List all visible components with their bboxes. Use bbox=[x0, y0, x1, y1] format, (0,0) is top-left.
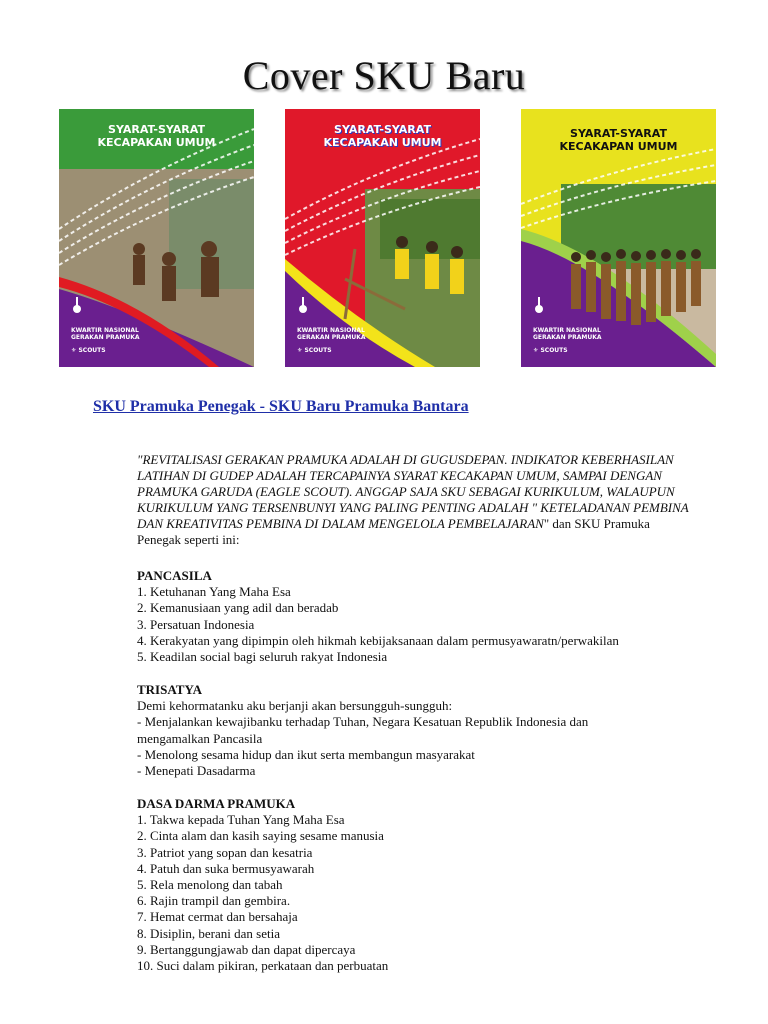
cover-org-line1: KWARTIR NASIONAL bbox=[297, 327, 365, 334]
sku-penegak-link[interactable]: SKU Pramuka Penegak - SKU Baru Pramuka Bantara bbox=[93, 398, 469, 415]
pancasila-heading: PANCASILA bbox=[137, 568, 212, 583]
list-item: 6. Rajin trampil dan gembira. bbox=[137, 893, 291, 909]
list-item: 9. Bertanggungjawab dan dapat dipercaya bbox=[137, 941, 356, 957]
cover-image-yellow bbox=[521, 109, 716, 367]
cover-org-line2: GERAKAN PRAMUKA bbox=[297, 334, 366, 341]
list-item: 3. Persatuan Indonesia bbox=[137, 616, 255, 632]
cover-title-line1: SYARAT-SYARAT bbox=[570, 127, 667, 140]
cover-title-line2: KECAKAPAN UMUM bbox=[559, 140, 678, 153]
list-item: 1. Ketuhanan Yang Maha Esa bbox=[137, 584, 291, 600]
cover-org-line2: GERAKAN PRAMUKA bbox=[71, 334, 140, 341]
quote-text: "REVITALISASI GERAKAN PRAMUKA ADALAH DI GUGUSDEPAN. INDIKATOR KEBERHASILAN LATIHAN DI GUDEP ADALAH TERCAPAINYA SYARAT KECAKAPAN UMUM, SAMPAI DENGAN PRAMUKA GARUDA (EAGLE SCOUT). ANGGAP SAJA SKU SEBAGAI KURIKULUM, WALAUPUN KURIKULUM YANG TERSENBUNYI YANG PALING PENTING ADALAH " KETELADANAN PEMBINA DAN KREATIVITAS PEMBINA DI DALAM MENGELOLA PEMBELAJARAN bbox=[137, 452, 689, 531]
list-item: 8. Disiplin, berani dan setia bbox=[137, 925, 280, 941]
list-item: - Menjalankan kewajibanku terhadap Tuhan, Negara Kesatuan Republik Indonesia dan bbox=[137, 714, 589, 730]
list-item: 5. Rela menolong dan tabah bbox=[137, 877, 283, 893]
scouts-logo: ⚜ SCOUTS bbox=[297, 347, 332, 354]
list-item: 10. Suci dalam pikiran, perkataan dan perbuatan bbox=[137, 958, 389, 974]
scouts-logo: ⚜ SCOUTS bbox=[71, 347, 106, 354]
cover-title-line1: SYARAT-SYARAT bbox=[108, 123, 205, 136]
quote-tail: " dan SKU Pramuka Penegak seperti ini: bbox=[137, 516, 650, 547]
cover-image-green bbox=[59, 109, 254, 367]
cover-org-line1: KWARTIR NASIONAL bbox=[71, 327, 139, 334]
cover-title-line1: SYARAT-SYARAT bbox=[334, 123, 431, 136]
list-item: 5. Keadilan social bagi seluruh rakyat Indonesia bbox=[137, 649, 388, 665]
scouts-logo: ⚜ SCOUTS bbox=[533, 347, 568, 354]
page-title: Cover SKU Baru bbox=[242, 53, 526, 98]
dasa-darma-heading: DASA DARMA PRAMUKA bbox=[137, 796, 296, 811]
list-item: 4. Kerakyatan yang dipimpin oleh hikmah kebijaksanaan dalam permusyawaratn/perwakilan bbox=[137, 632, 619, 648]
cover-image-red bbox=[285, 109, 480, 367]
list-item: 7. Hemat cermat dan bersahaja bbox=[137, 909, 298, 925]
list-item: mengamalkan Pancasila bbox=[137, 730, 263, 746]
cover-org-line1: KWARTIR NASIONAL bbox=[533, 327, 601, 334]
list-item: 1. Takwa kepada Tuhan Yang Maha Esa bbox=[137, 812, 345, 828]
cover-title-line2: KECAPAKAN UMUM bbox=[323, 136, 442, 149]
pancasila-section bbox=[137, 568, 737, 665]
list-item: 3. Patriot yang sopan dan kesatria bbox=[137, 844, 313, 860]
dasa-darma-section bbox=[137, 796, 737, 974]
cover-org-line2: GERAKAN PRAMUKA bbox=[533, 334, 602, 341]
list-item: 2. Cinta alam dan kasih saying sesame manusia bbox=[137, 828, 384, 844]
list-item: - Menolong sesama hidup dan ikut serta membangun masyarakat bbox=[137, 746, 475, 762]
trisatya-section bbox=[137, 682, 737, 779]
list-item: 4. Patuh dan suka bermusyawarah bbox=[137, 860, 315, 876]
trisatya-heading: TRISATYA bbox=[137, 682, 203, 697]
cover-title-line2: KECAPAKAN UMUM bbox=[97, 136, 216, 149]
quote-paragraph bbox=[137, 452, 697, 548]
list-item: Demi kehormatanku aku berjanji akan bersungguh-sungguh: bbox=[137, 698, 453, 714]
list-item: - Menepati Dasadarma bbox=[137, 763, 256, 779]
list-item: 2. Kemanusiaan yang adil dan beradab bbox=[137, 600, 339, 616]
